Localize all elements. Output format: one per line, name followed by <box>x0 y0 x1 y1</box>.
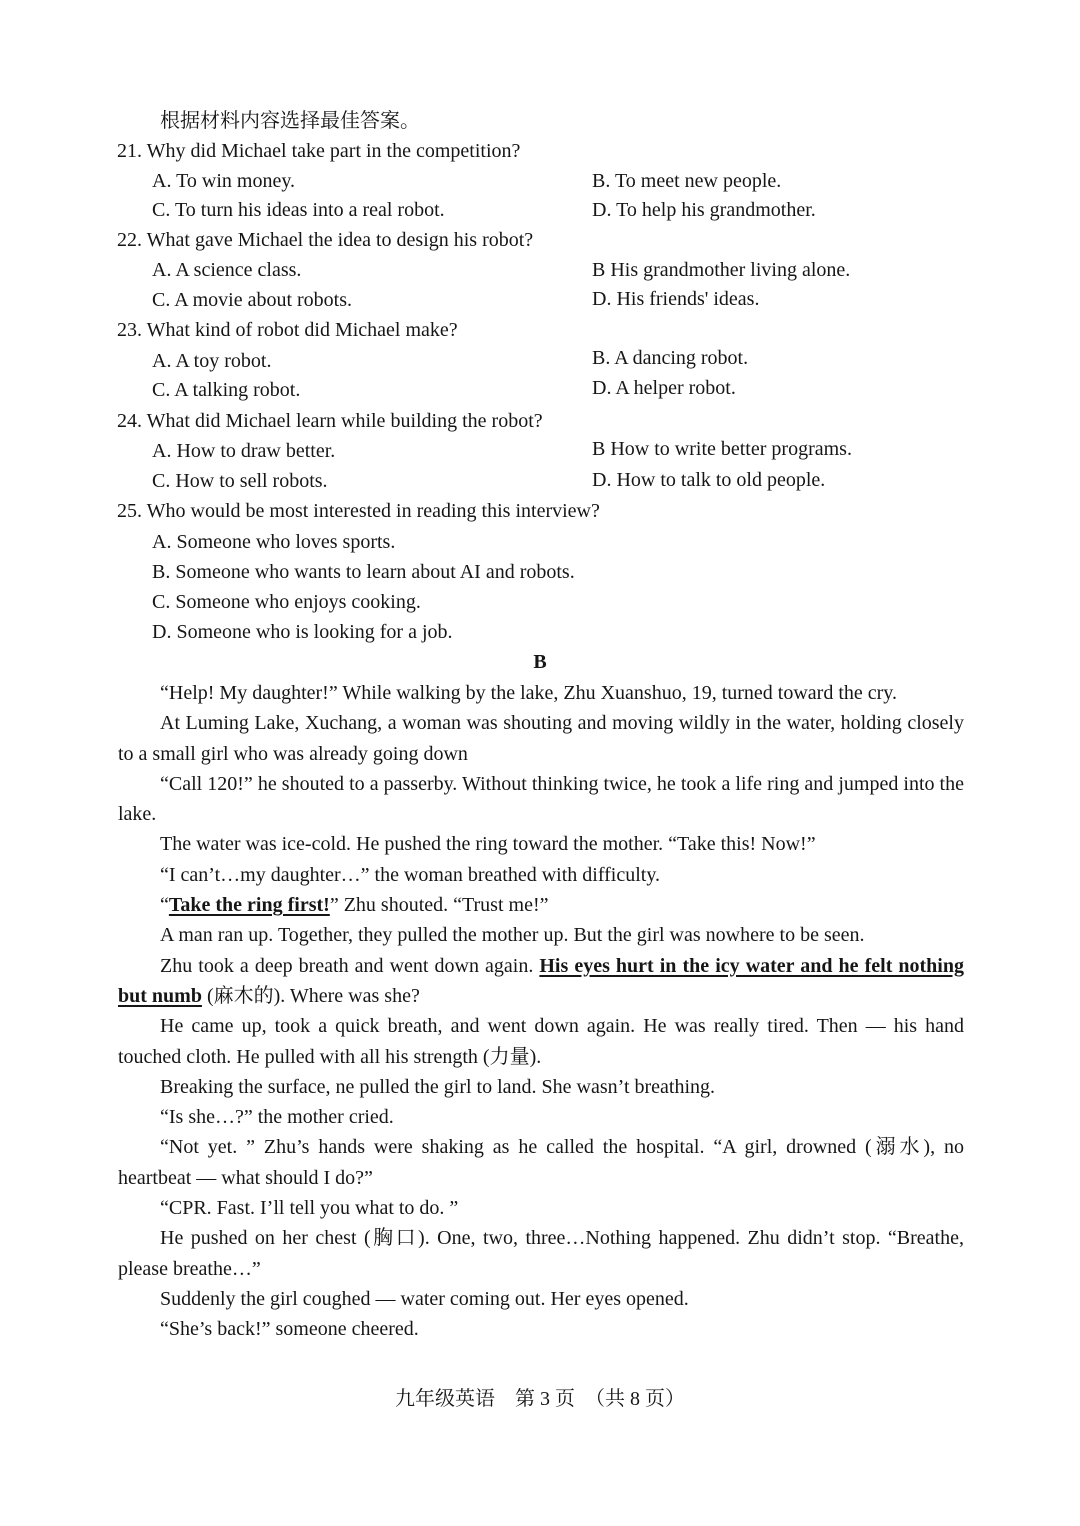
passage-paragraph: “Not yet. ” Zhu’s hands were shaking as he called the hospital. “A girl, drowned (溺水), no heartbeat — what should I do?” <box>118 1136 964 1189</box>
q22-option-a: A. A science class. <box>152 259 302 281</box>
q21-option-a: A. To win money. <box>152 170 296 192</box>
paragraph-start: Zhu took a deep breath and went down again. <box>160 954 540 977</box>
passage-paragraph: The water was ice-cold. He pushed the ring toward the mother. “Take this! Now!” <box>160 833 816 856</box>
q25-option-a: A. Someone who loves sports. <box>152 531 396 553</box>
q25-option-b: B. Someone who wants to learn about AI and robots. <box>152 561 575 583</box>
question-21-stem: 21. Why did Michael take part in the competition? <box>117 140 521 162</box>
passage-paragraph: A man ran up. Together, they pulled the mother up. But the girl was nowhere to be seen. <box>160 924 865 947</box>
q21-option-d: D. To help his grandmother. <box>592 199 816 221</box>
q24-option-b: B How to write better programs. <box>592 438 852 460</box>
passage-paragraph: Breaking the surface, ne pulled the girl to land. She wasn’t breathing. <box>160 1075 716 1098</box>
q23-option-b: B. A dancing robot. <box>592 347 749 369</box>
passage-paragraph <box>118 890 964 920</box>
q24-option-d: D. How to talk to old people. <box>592 469 826 491</box>
passage-paragraph: At Luming Lake, Xuchang, a woman was shouting and moving wildly in the water, holding closely to a small girl who was already going down <box>118 712 964 765</box>
question-23-stem: 23. What kind of robot did Michael make? <box>117 319 458 341</box>
q23-option-c: C. A talking robot. <box>152 379 301 401</box>
q22-option-b: B His grandmother living alone. <box>592 259 851 281</box>
question-24-stem: 24. What did Michael learn while building the robot? <box>117 410 543 432</box>
q25-option-c: C. Someone who enjoys cooking. <box>152 591 421 613</box>
quote-open: “ <box>160 894 169 917</box>
question-25-stem: 25. Who would be most interested in reading this interview? <box>117 500 600 522</box>
passage-paragraph: “Call 120!” he shouted to a passerby. Without thinking twice, he took a life ring and jumped into the lake. <box>118 772 964 826</box>
q23-option-a: A. A toy robot. <box>152 350 272 372</box>
paragraph-end: (麻木的). Where was she? <box>201 984 420 1007</box>
passage-paragraph: He came up, took a quick breath, and went down again. He was really tired. Then — his hand touched cloth. He pulled with all his strength (力量). <box>118 1015 964 1068</box>
q22-option-d: D. His friends' ideas. <box>592 288 760 310</box>
q23-option-d: D. A helper robot. <box>592 377 736 399</box>
passage-paragraph: “CPR. Fast. I’ll tell you what to do. ” <box>160 1197 459 1220</box>
passage-paragraph: “Help! My daughter!” While walking by the lake, Zhu Xuanshuo, 19, turned toward the cry. <box>160 682 898 704</box>
question-22-stem: 22. What gave Michael the idea to design his robot? <box>117 229 534 251</box>
passage-paragraph <box>118 951 964 1012</box>
q24-option-a: A. How to draw better. <box>152 440 336 462</box>
passage-paragraph: “She’s back!” someone cheered. <box>160 1318 419 1341</box>
q22-option-c: C. A movie about robots. <box>152 289 352 311</box>
reading-passage-b <box>118 678 964 1345</box>
q21-option-c: C. To turn his ideas into a real robot. <box>152 199 445 221</box>
q21-option-b: B. To meet new people. <box>592 170 782 192</box>
q25-option-d: D. Someone who is looking for a job. <box>152 621 453 643</box>
passage-paragraph: He pushed on her chest (胸口). One, two, three…Nothing happened. Zhu didn’t stop. “Breathe, please breathe…” <box>118 1227 964 1280</box>
instruction: 根据材料内容选择最佳答案。 <box>160 110 420 132</box>
section-b-title: B <box>533 651 547 673</box>
q24-option-c: C. How to sell robots. <box>152 470 328 492</box>
quote-rest: ” Zhu shouted. “Trust me!” <box>329 894 549 917</box>
passage-paragraph: Suddenly the girl coughed — water coming out. Her eyes opened. <box>160 1287 689 1310</box>
underlined-sentence-eyes-hurt: His eyes hurt in the icy water and he felt nothing but numb <box>118 954 964 1007</box>
page-footer: 九年级英语 第 3 页 （共 8 页） <box>395 1388 685 1410</box>
underlined-sentence-take-the-ring: Take the ring first! <box>168 894 330 917</box>
passage-paragraph: “Is she…?” the mother cried. <box>160 1106 394 1129</box>
passage-paragraph: “I can’t…my daughter…” the woman breathed with difficulty. <box>160 863 661 886</box>
